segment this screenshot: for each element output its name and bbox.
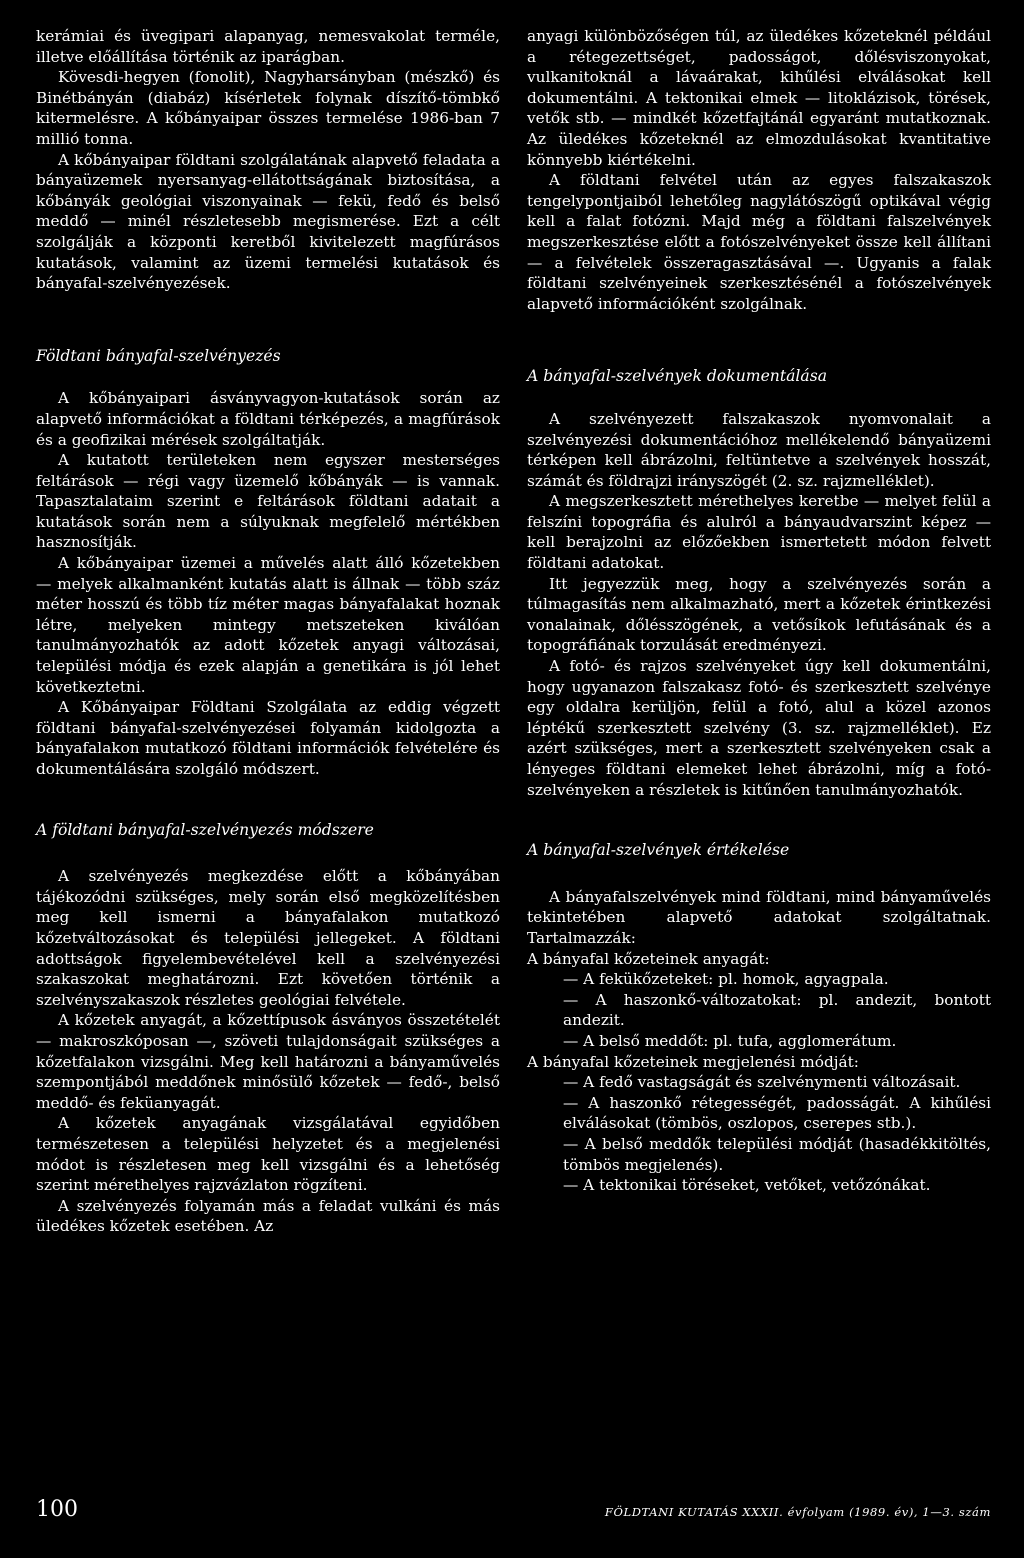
paragraph: A kutatott területeken nem egyszer mesterséges feltárások — régi vagy üzemelő kőbányák — is vannak. Tapasztalataim szerint e feltárások földtani adatait a kutatások során nem a súlyuknak megfelelő mértékben hasznosítják. bbox=[36, 451, 500, 552]
paragraph: A szelvényezés megkezdése előtt a kőbányában tájékozódni szükséges, mely során első megközelítésben meg kell ismerni a bányafalakon mutatkozó kőzetváltozásokat és települési jellegeket. A földtani adottságok figyelembevételével kell a szelvényezési szakaszokat meghatározni. Ezt követően történik a szelvényszakaszok részletes geológiai felvétele. bbox=[36, 867, 500, 1009]
paragraph: A bányafal kőzeteinek megjelenési módját: bbox=[527, 1052, 859, 1071]
paragraph: A bányafal kőzeteinek anyagát: bbox=[527, 949, 770, 968]
paragraph: A szelvényezés folyamán más a feladat vulkáni és más üledékes kőzetek esetében. Az bbox=[36, 1196, 500, 1236]
paragraph: anyagi különbözőségen túl, az üledékes kőzeteknél például a rétegezettséget, padosságot, dőlésviszonyokat, vulkanitoknál a lávaárakat, kihűlési elválásokat kell dokumentálni. A tektonikai elmek — litoklázisok, törések, vetők stb. — mindkét kőzetfajtánál egyaránt mutatkoznak. Az üledékes kőzeteknél az elmozdulásokat kvantitative könnyebb kiértékelni. bbox=[527, 27, 991, 169]
list-item: — A belső meddőt: pl. tufa, agglomerátum. bbox=[563, 1031, 897, 1050]
paragraph: A kőbányaipari ásványvagyon-kutatások során az alapvető információkat a földtani térképezés, a magfúrások és a geofizikai mérések szolgáltatják. bbox=[36, 389, 500, 449]
paragraph: A földtani felvétel után az egyes falszakaszok tengelypontjaiból lehetőleg nagylátószögű optikával végig kell a falat fotózni. Majd még a földtani falszelvények megszerkesztése előtt a fotószelvényeket össze kell állítani — a felvételek összeragasztásával —. Ugyanis a falak földtani szelvényeinek szerkesztésénél a fotószelvények alapvető információként szolgálnak. bbox=[527, 171, 991, 313]
right-column bbox=[527, 26, 991, 1196]
list-item: — A fekükőzeteket: pl. homok, agyagpala. bbox=[563, 970, 889, 989]
paragraph: A megszerkesztett mérethelyes keretbe — melyet felül a felszíni topográfia és alulról a bányaudvarszint képez — kell berajzolni az előzőekben ismertetett módon felvett földtani adatokat. bbox=[527, 492, 991, 573]
paragraph: Itt jegyezzük meg, hogy a szelvényezés során a túlmagasítás nem alkalmazható, mert a kőzetek érintkezési vonalainak, dőlésszögének, a vetősíkok lefutásának és a topográfiának torzulását eredményezi. bbox=[527, 574, 991, 655]
section-heading: A bányafal-szelvények értékelése bbox=[527, 841, 790, 860]
list-item: — A haszonkő-változatokat: pl. andezit, bontott andezit. bbox=[563, 990, 991, 1030]
paragraph: A kőbányaipar földtani szolgálatának alapvető feladata a bányaüzemek nyersanyag-ellátottságának biztosítása, a kőbányák geológiai viszonyainak — fekü, fedő és belső meddő — minél részletesebb megismerése. Ezt a célt szolgálják a központi keretből kivitelezett magfúrásos kutatások, valamint az üzemi termelési kutatások és bányafal-szelvényezések. bbox=[36, 150, 500, 293]
paragraph: Kövesdi-hegyen (fonolit), Nagyharsányban (mészkő) és Binétbányán (diabáz) kísérletek folynak díszítő-tömbkő kitermelésre. A kőbányaipar összes termelése 1986-ban 7 millió tonna. bbox=[36, 68, 500, 148]
list-item: — A fedő vastagságát és szelvénymenti változásait. bbox=[563, 1073, 961, 1092]
list-item: — A tektonikai töréseket, vetőket, vetőzónákat. bbox=[563, 1176, 931, 1195]
journal-reference: FÖLDTANI KUTATÁS XXXII. évfolyam (1989. év), 1—3. szám bbox=[604, 1505, 991, 1519]
paragraph: A fotó- és rajzos szelvényeket úgy kell dokumentálni, hogy ugyanazon falszakasz fotó- és szerkesztett szelvénye egy oldalra kerüljön, felül a fotó, alul a közel azonos léptékű szerkesztett szelvény (3. sz. rajzmelléklet). Ez azért szükséges, mert a szerkesztett szelvényeken csak a lényeges földtani elemeket lehet ábrázolni, míg a fotó-szelvényeken a részletek is kitűnően tanulmányozhatók. bbox=[527, 657, 991, 799]
paragraph: A szelvényezett falszakaszok nyomvonalait a szelvényezési dokumentációhoz mellékelendő bányaüzemi térképen kell ábrázolni, feltüntetve a szelvények hosszát, számát és földrajzi irányszögét (2. sz. rajzmelléklet). bbox=[527, 409, 991, 490]
page-number: 100 bbox=[36, 1497, 78, 1522]
list-item: — A haszonkő rétegességét, padosságát. A kihűlési elválásokat (tömbös, oszlopos, cserepes stb.). bbox=[563, 1093, 991, 1133]
section-heading: A földtani bányafal-szelvényezés módszere bbox=[36, 820, 374, 839]
section-heading: Földtani bányafal-szelvényezés bbox=[36, 346, 281, 365]
paragraph: A kőbányaipar üzemei a művelés alatt álló kőzetekben — melyek alkalmanként kutatás alatt is állnak — több száz méter hosszú és több tíz méter magas bányafalakat hoznak létre, melyeken mintegy metszeteken kiválóan tanulmányozhatók az adott kőzetek anyagi változásai, települési módja és ezek alapján a genetikára is jól lehet következtetni. bbox=[36, 554, 500, 696]
list-item: — A belső meddők települési módját (hasadékkitöltés, tömbös megjelenés). bbox=[563, 1134, 991, 1174]
section-heading: A bányafal-szelvények dokumentálása bbox=[527, 367, 827, 386]
paragraph: kerámiai és üvegipari alapanyag, nemesvakolat terméle, illetve előállítása történik az iparágban. bbox=[36, 27, 500, 66]
paragraph: A kőzetek anyagát, a kőzettípusok ásványos összetételét — makroszkóposan —, szöveti tulajdonságait szükséges a kőzetfalakon vizsgálni. Meg kell határozni a bányaművelés szempontjából meddőnek minősülő kőzetek — fedő-, belső meddő- és feküanyagát. bbox=[36, 1011, 500, 1112]
paragraph: A bányafalszelvények mind földtani, mind bányaművelés tekintetében alapvető adatokat szolgáltatnak. Tartalmazzák: bbox=[527, 887, 991, 947]
left-column bbox=[36, 26, 500, 1237]
paragraph: A kőzetek anyagának vizsgálatával egyidőben természetesen a települési helyzetet és a megjelenési módot is részletesen meg kell vizsgálni és a lehetőség szerint mérethelyes rajzvázlaton rögzíteni. bbox=[36, 1114, 500, 1195]
paragraph: A Kőbányaipar Földtani Szolgálata az eddig végzett földtani bányafal-szelvényezései folyamán kidolgozta a bányafalakon mutatkozó földtani információk felvételére és dokumentálására szolgáló módszert. bbox=[36, 698, 500, 778]
